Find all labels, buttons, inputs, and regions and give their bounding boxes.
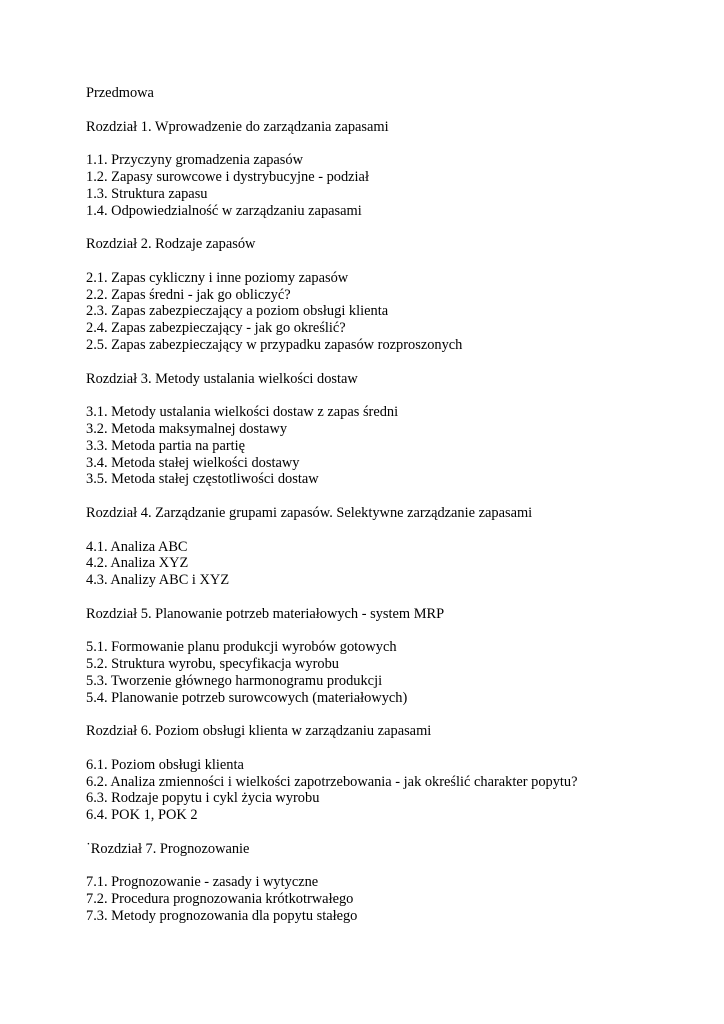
section-3-1: 3.1. Metody ustalania wielkości dostaw z zapas średni <box>86 404 399 421</box>
section-1-2: 1.2. Zapasy surowcowe i dystrybucyjne - podział <box>86 168 369 185</box>
section-2-4: 2.4. Zapas zabezpieczający - jak go określić? <box>86 320 346 337</box>
spacer <box>86 706 686 723</box>
section-3-2: 3.2. Metoda maksymalnej dostawy <box>86 420 288 437</box>
section-3-4: 3.4. Metoda stałej wielkości dostawy <box>86 454 300 471</box>
spacer <box>86 589 686 606</box>
section-1-3: 1.3. Struktura zapasu <box>86 185 208 202</box>
section-2-1: 2.1. Zapas cykliczny i inne poziomy zapasów <box>86 269 349 286</box>
spacer <box>86 102 686 119</box>
section-6-2: 6.2. Analiza zmienności i wielkości zapotrzebowania - jak określić charakter popytu? <box>86 773 578 790</box>
chapter-3-title: Rozdział 3. Metody ustalania wielkości dostaw <box>86 370 358 387</box>
section-6-3: 6.3. Rodzaje popytu i cykl życia wyrobu <box>86 790 320 807</box>
spacer <box>86 522 686 539</box>
spacer <box>86 824 686 841</box>
section-7-3: 7.3. Metody prognozowania dla popytu stałego <box>86 908 358 925</box>
section-4-2: 4.2. Analiza XYZ <box>86 555 189 572</box>
chapter-4-title: Rozdział 4. Zarządzanie grupami zapasów. Selektywne zarządzanie zapasami <box>86 504 533 521</box>
section-5-3: 5.3. Tworzenie głównego harmonogramu produkcji <box>86 672 383 689</box>
chapter-5-title: Rozdział 5. Planowanie potrzeb materiałowych - system MRP <box>86 605 445 622</box>
table-of-contents <box>86 85 686 925</box>
section-3-3: 3.3. Metoda partia na partię <box>86 437 246 454</box>
spacer <box>86 219 686 236</box>
spacer <box>86 858 686 875</box>
section-2-2: 2.2. Zapas średni - jak go obliczyć? <box>86 286 291 303</box>
spacer <box>86 488 686 505</box>
section-1-4: 1.4. Odpowiedzialność w zarządzaniu zapasami <box>86 202 362 219</box>
section-5-1: 5.1. Formowanie planu produkcji wyrobów gotowych <box>86 639 397 656</box>
spacer <box>86 354 686 371</box>
section-5-2: 5.2. Struktura wyrobu, specyfikacja wyrobu <box>86 656 339 673</box>
section-4-1: 4.1. Analiza ABC <box>86 538 188 555</box>
section-6-1: 6.1. Poziom obsługi klienta <box>86 756 244 773</box>
spacer <box>86 623 686 640</box>
section-3-5: 3.5. Metoda stałej częstotliwości dostaw <box>86 471 319 488</box>
spacer <box>86 253 686 270</box>
section-4-3: 4.3. Analizy ABC i XYZ <box>86 572 230 589</box>
preface-heading: Przedmowa <box>86 85 154 101</box>
section-7-1: 7.1. Prognozowanie - zasady i wytyczne <box>86 874 319 891</box>
spacer <box>86 387 686 404</box>
section-1-1: 1.1. Przyczyny gromadzenia zapasów <box>86 152 303 169</box>
section-2-3: 2.3. Zapas zabezpieczający a poziom obsługi klienta <box>86 303 389 320</box>
chapter-2-title: Rozdział 2. Rodzaje zapasów <box>86 236 256 253</box>
spacer <box>86 740 686 757</box>
spacer <box>86 135 686 152</box>
chapter-7-title: ˙Rozdział 7. Prognozowanie <box>86 840 250 857</box>
section-5-4: 5.4. Planowanie potrzeb surowcowych (materiałowych) <box>86 689 408 706</box>
section-7-2: 7.2. Procedura prognozowania krótkotrwałego <box>86 891 354 908</box>
chapter-1-title: Rozdział 1. Wprowadzenie do zarządzania zapasami <box>86 118 389 135</box>
section-6-4: 6.4. POK 1, POK 2 <box>86 807 198 824</box>
section-2-5: 2.5. Zapas zabezpieczający w przypadku zapasów rozproszonych <box>86 336 463 353</box>
chapter-6-title: Rozdział 6. Poziom obsługi klienta w zarządzaniu zapasami <box>86 723 432 740</box>
